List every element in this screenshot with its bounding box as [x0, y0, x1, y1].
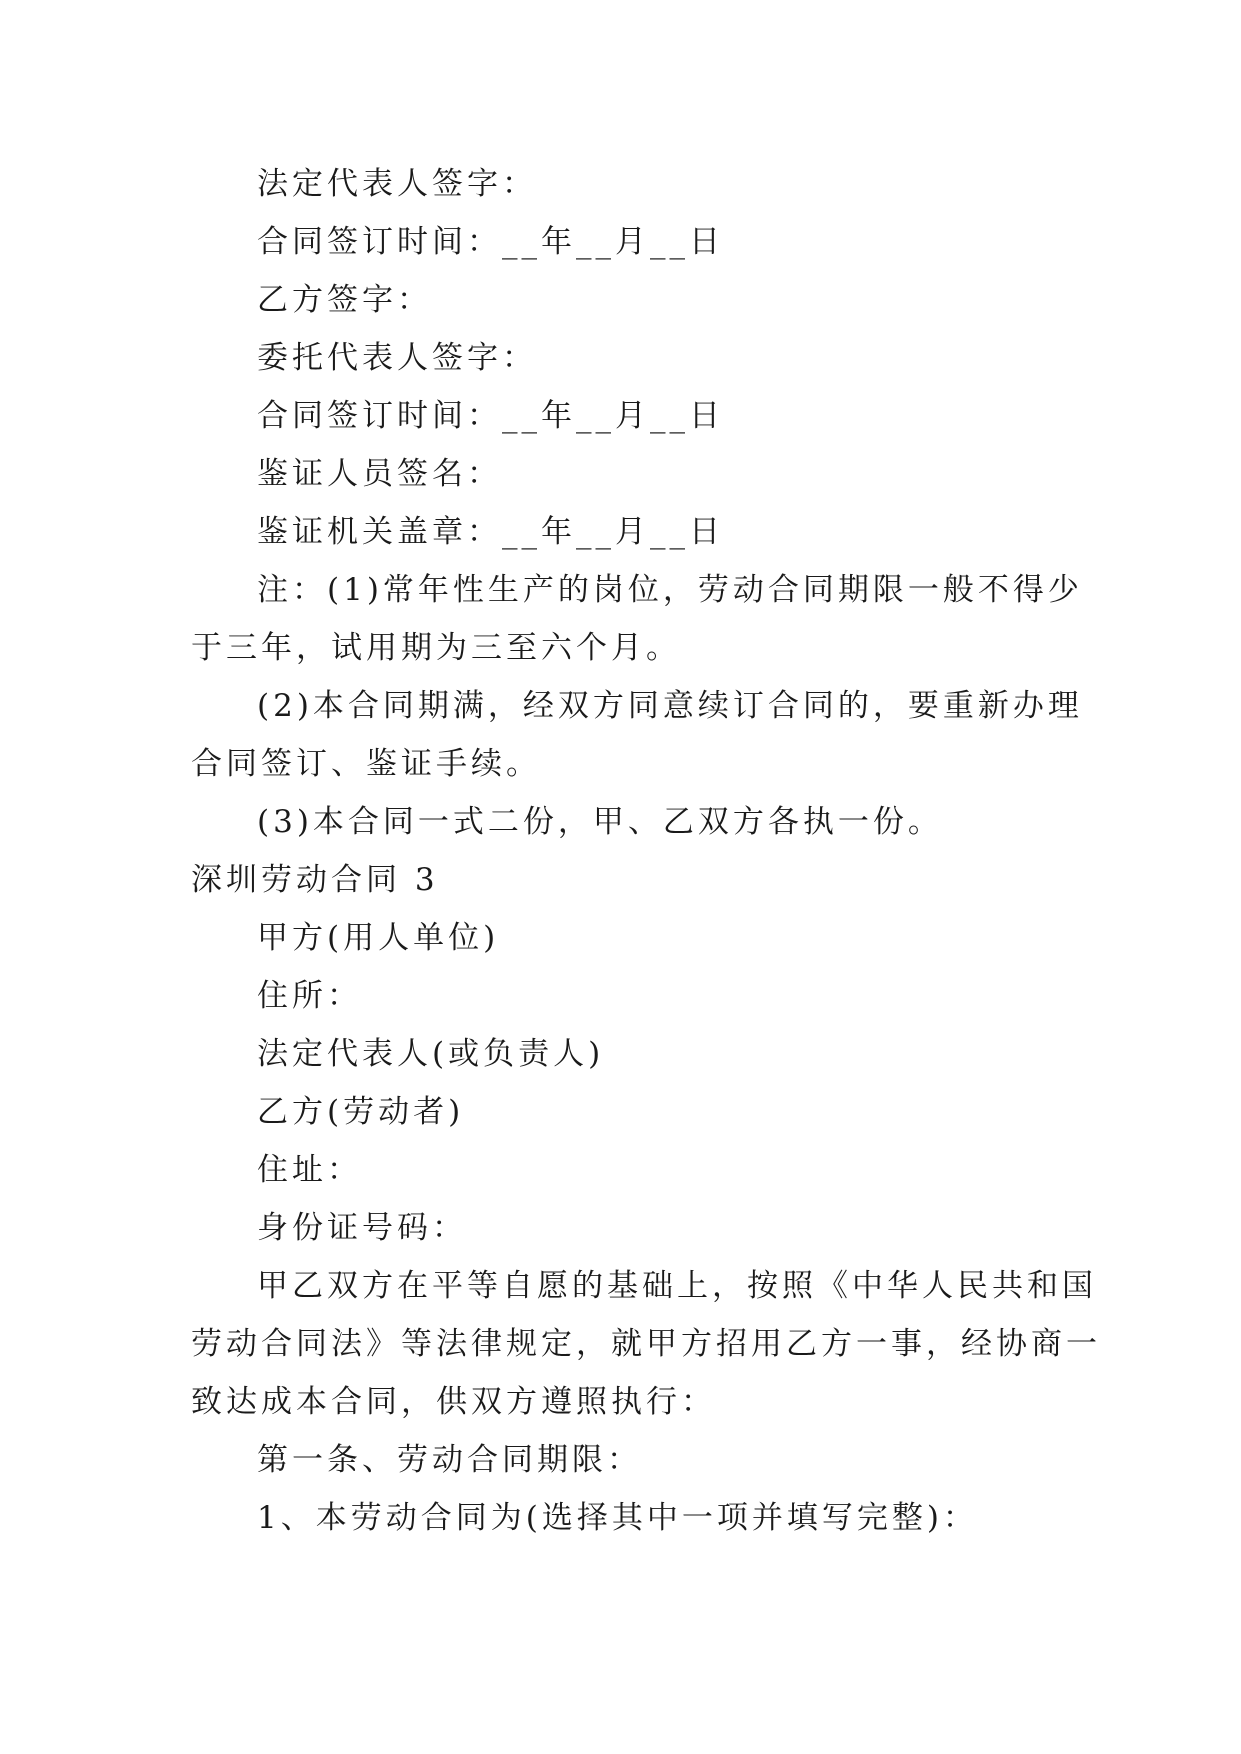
address-line: 住址：: [257, 1152, 362, 1188]
note-paragraph: 于三年，试用期为三至六个月。: [191, 630, 681, 666]
note-paragraph: (3)本合同一式二份，甲、乙双方各执一份。: [257, 804, 943, 840]
party-b-line: 乙方(劳动者): [257, 1094, 465, 1130]
address-line: 住所：: [257, 978, 362, 1014]
preamble-paragraph: 致达成本合同，供双方遵照执行：: [191, 1384, 716, 1420]
preamble-paragraph: 甲乙双方在平等自愿的基础上，按照《中华人民共和国: [257, 1268, 1097, 1304]
authorized-rep-signature-line: 委托代表人签字：: [257, 340, 537, 376]
preamble-paragraph: 劳动合同法》等法律规定，就甲方招用乙方一事，经协商一: [191, 1326, 1101, 1362]
legal-rep-line: 法定代表人(或负责人): [257, 1036, 605, 1072]
note-paragraph: (2)本合同期满，经双方同意续订合同的，要重新办理: [257, 688, 1083, 724]
party-a-line: 甲方(用人单位): [257, 920, 500, 956]
note-paragraph: 注：(1)常年性生产的岗位，劳动合同期限一般不得少: [257, 572, 1083, 608]
party-b-signature-line: 乙方签字：: [257, 282, 432, 318]
article-heading: 第一条、劳动合同期限：: [257, 1442, 642, 1478]
note-paragraph: 合同签订、鉴证手续。: [191, 746, 541, 782]
signing-date-line: 合同签订时间：__年__月__日: [257, 224, 724, 260]
verifier-signature-line: 鉴证人员签名：: [257, 456, 502, 492]
signing-date-line: 合同签订时间：__年__月__日: [257, 398, 724, 434]
legal-rep-signature-line: 法定代表人签字：: [257, 166, 537, 202]
document-body: [191, 155, 1101, 1547]
clause-line: 1、本劳动合同为(选择其中一项并填写完整)：: [257, 1500, 978, 1536]
id-number-line: 身份证号码：: [257, 1210, 467, 1246]
section-heading: 深圳劳动合同 3: [191, 862, 439, 898]
verification-seal-line: 鉴证机关盖章：__年__月__日: [257, 514, 724, 550]
